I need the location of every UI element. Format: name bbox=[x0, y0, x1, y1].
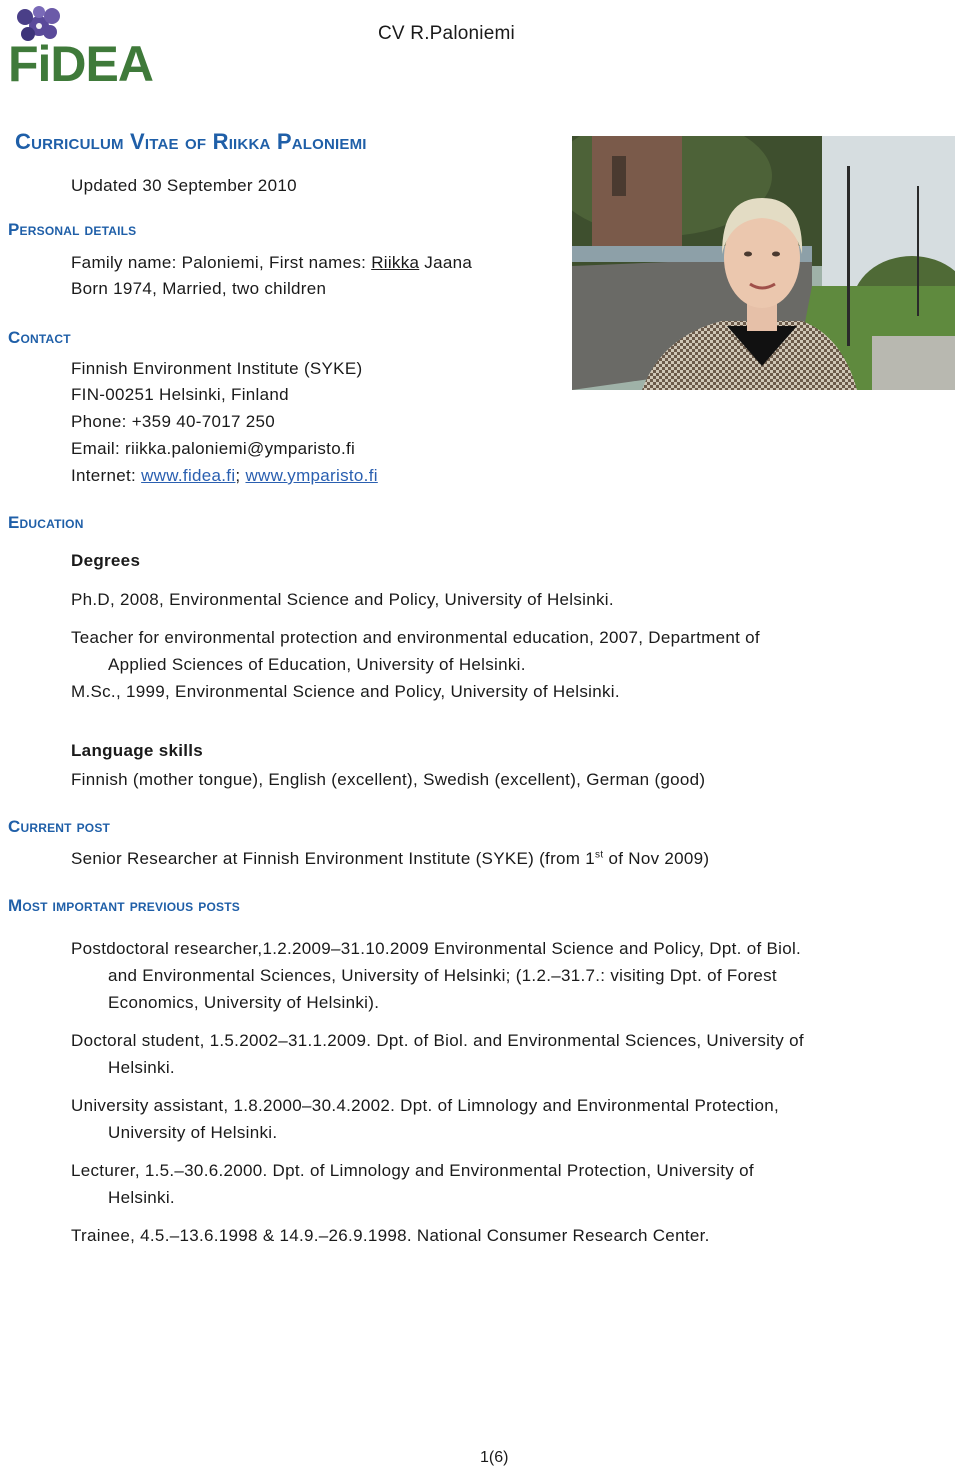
post-assistant-line2: University of Helsinki. bbox=[108, 1123, 278, 1142]
current-post-heading: Current post bbox=[8, 817, 111, 836]
degree-phd: Ph.D, 2008, Environmental Science and Policy, University of Helsinki. bbox=[71, 590, 614, 609]
contact-internet bbox=[71, 462, 378, 489]
contact-email: Email: riikka.paloniemi@ymparisto.fi bbox=[71, 439, 356, 458]
family-names bbox=[71, 249, 472, 276]
post-doctoral-line1: Doctoral student, 1.5.2002–31.1.2009. Dpt. of Biol. and Environmental Sciences, University of bbox=[71, 1031, 804, 1050]
post-postdoc-line1: Postdoctoral researcher,1.2.2009–31.10.2009 Environmental Science and Policy, Dpt. of Biol. bbox=[71, 939, 802, 958]
updated-date: Updated 30 September 2010 bbox=[71, 176, 297, 195]
fidea-logo-graphic bbox=[6, 4, 178, 88]
contact-address: FIN-00251 Helsinki, Finland bbox=[71, 385, 289, 404]
degree-teacher-line1: Teacher for environmental protection and environmental education, 2007, Department of bbox=[71, 628, 760, 647]
degree-msc: M.Sc., 1999, Environmental Science and Policy, University of Helsinki. bbox=[71, 682, 620, 701]
middle-name: Jaana bbox=[419, 253, 473, 272]
language-skills-heading: Language skills bbox=[71, 741, 204, 760]
post-assistant-line1: University assistant, 1.8.2000–30.4.2002. Dpt. of Limnology and Environmental Protection, bbox=[71, 1096, 780, 1115]
contact-phone: Phone: +359 40-7017 250 bbox=[71, 412, 275, 431]
current-post-b: of Nov 2009) bbox=[603, 849, 710, 868]
portrait-photo bbox=[572, 136, 955, 390]
post-postdoc-line2: and Environmental Sciences, University of Helsinki; (1.2.–31.7.: visiting Dpt. of Forest bbox=[108, 966, 777, 985]
post-postdoc-line3: Economics, University of Helsinki). bbox=[108, 993, 380, 1012]
running-title: CV R.Paloniemi bbox=[378, 23, 515, 44]
current-post-a: Senior Researcher at Finnish Environment Institute (SYKE) (from 1 bbox=[71, 849, 596, 868]
post-doctoral-line2: Helsinki. bbox=[108, 1058, 175, 1077]
post-lecturer-line2: Helsinki. bbox=[108, 1188, 175, 1207]
language-skills: Finnish (mother tongue), English (excellent), Swedish (excellent), German (good) bbox=[71, 770, 706, 789]
page-number: 1(6) bbox=[480, 1449, 509, 1466]
post-trainee: Trainee, 4.5.–13.6.1998 & 14.9.–26.9.1998. National Consumer Research Center. bbox=[71, 1226, 710, 1245]
portrait-image bbox=[572, 136, 955, 390]
current-post-sup: st bbox=[595, 849, 604, 861]
link-fidea[interactable]: www.fidea.fi bbox=[141, 466, 236, 485]
previous-posts-heading: Most important previous posts bbox=[8, 896, 240, 915]
born-info: Born 1974, Married, two children bbox=[71, 279, 327, 298]
degrees-heading: Degrees bbox=[71, 551, 141, 570]
cv-title: Curriculum Vitae of Riikka Paloniemi bbox=[15, 129, 367, 154]
link-separator: ; bbox=[235, 466, 246, 485]
current-post-text bbox=[71, 845, 709, 872]
post-lecturer-line1: Lecturer, 1.5.–30.6.2000. Dpt. of Limnology and Environmental Protection, University of bbox=[71, 1161, 754, 1180]
personal-details-heading: Personal details bbox=[8, 220, 137, 239]
contact-institute: Finnish Environment Institute (SYKE) bbox=[71, 359, 363, 378]
education-heading: Education bbox=[8, 513, 84, 532]
fidea-logo bbox=[6, 4, 178, 88]
contact-heading: Contact bbox=[8, 328, 71, 347]
degree-teacher-line2: Applied Sciences of Education, University of Helsinki. bbox=[108, 655, 526, 674]
link-ymparisto[interactable]: www.ymparisto.fi bbox=[245, 466, 378, 485]
svg-text:FiDEA: FiDEA bbox=[8, 36, 153, 88]
internet-label: Internet: bbox=[71, 466, 142, 485]
first-name: Riikka bbox=[371, 253, 420, 272]
names-prefix: Family name: Paloniemi, First names: bbox=[71, 253, 372, 272]
